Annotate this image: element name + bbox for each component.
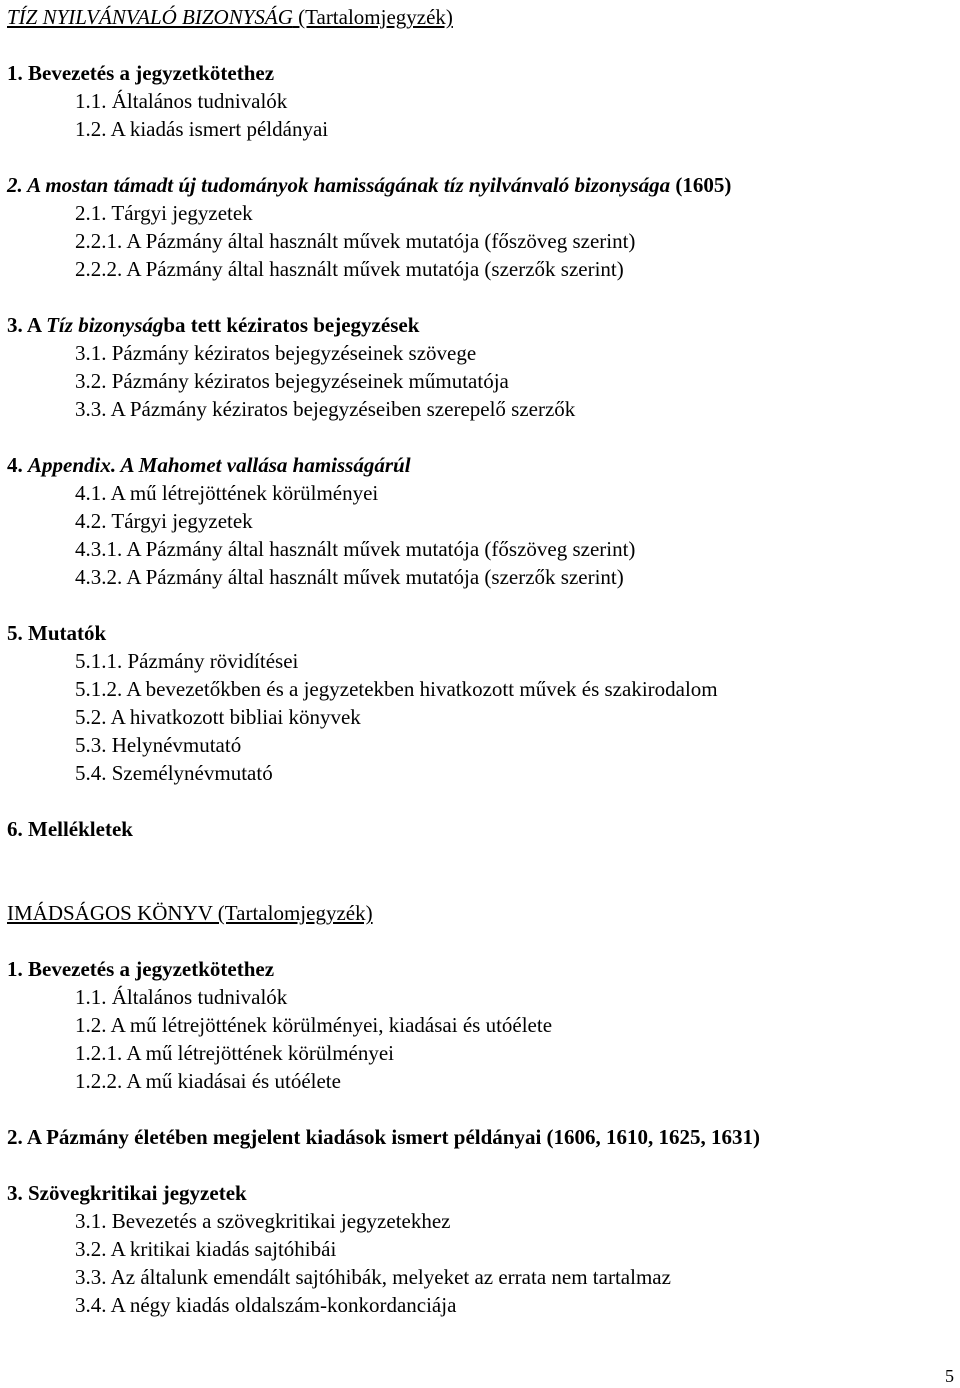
toc2-entry-3-2: 3.2. A kritikai kiadás sajtóhibái [75, 1237, 337, 1261]
toc-entry-1-1: 1.1. Általános tudnivalók [75, 89, 288, 113]
toc-entry-4-3-1: 4.3.1. A Pázmány által használt művek mutatója (főszöveg szerint) [75, 537, 636, 561]
toc-heading-5: 5. Mutatók [7, 621, 107, 645]
toc-entry-3-2: 3.2. Pázmány kéziratos bejegyzéseinek műmutatója [75, 369, 509, 393]
toc-entry-2-2-2: 2.2.2. A Pázmány által használt művek mutatója (szerzők szerint) [75, 257, 624, 281]
toc-heading-2-year: (1605) [670, 173, 732, 197]
toc-entry-5-1-1: 5.1.1. Pázmány rövidítései [75, 649, 299, 673]
section1-title-suffix: (Tartalomjegyzék) [292, 5, 453, 29]
toc2-entry-1-2-2: 1.2.2. A mű kiadásai és utóélete [75, 1069, 341, 1093]
toc2-heading-2: 2. A Pázmány életében megjelent kiadások ismert példányai (1606, 1610, 1625, 1631) [7, 1125, 761, 1149]
section1-title [7, 4, 453, 30]
toc2-entry-3-4: 3.4. A négy kiadás oldalszám-konkordanciája [75, 1293, 457, 1317]
toc-entry-3-3: 3.3. A Pázmány kéziratos bejegyzéseiben szerepelő szerzők [75, 397, 576, 421]
toc2-entry-3-1: 3.1. Bevezetés a szövegkritikai jegyzetekhez [75, 1209, 451, 1233]
toc-heading-3-prefix: 3. A [7, 313, 47, 337]
toc-entry-4-2: 4.2. Tárgyi jegyzetek [75, 509, 253, 533]
toc-entry-5-1-2: 5.1.2. A bevezetőkben és a jegyzetekben hivatkozott művek és szakirodalom [75, 677, 718, 701]
toc-entry-2-1: 2.1. Tárgyi jegyzetek [75, 201, 253, 225]
toc2-heading-3: 3. Szövegkritikai jegyzetek [7, 1181, 247, 1205]
toc2-entry-1-1: 1.1. Általános tudnivalók [75, 985, 288, 1009]
toc-entry-4-3-2: 4.3.2. A Pázmány által használt művek mutatója (szerzők szerint) [75, 565, 624, 589]
toc-heading-3-rest: ba tett kéziratos bejegyzések [163, 313, 420, 337]
toc-heading-2-title: 2. A mostan támadt új tudományok hamisságának tíz nyilvánvaló bizonysága [7, 173, 671, 197]
toc-heading-3-italic: Tíz bizonyság [46, 313, 164, 337]
toc-heading-1: 1. Bevezetés a jegyzetkötethez [7, 61, 275, 85]
toc-entry-5-4: 5.4. Személynévmutató [75, 761, 273, 785]
section2-title: IMÁDSÁGOS KÖNYV (Tartalomjegyzék) [7, 901, 373, 925]
toc-entry-5-2: 5.2. A hivatkozott bibliai könyvek [75, 705, 361, 729]
toc-entry-3-1: 3.1. Pázmány kéziratos bejegyzéseinek szövege [75, 341, 477, 365]
toc-heading-3 [7, 312, 419, 338]
toc-entry-2-2-1: 2.2.1. A Pázmány által használt művek mutatója (főszöveg szerint) [75, 229, 636, 253]
page-number: 5 [945, 1366, 954, 1386]
toc2-entry-3-3: 3.3. Az általunk emendált sajtóhibák, melyeket az errata nem tartalmaz [75, 1265, 671, 1289]
section1-title-main: TÍZ NYILVÁNVALÓ BIZONYSÁG [7, 5, 293, 29]
toc-entry-1-2: 1.2. A kiadás ismert példányai [75, 117, 329, 141]
toc-entry-5-3: 5.3. Helynévmutató [75, 733, 242, 757]
toc-heading-4-title: Appendix. A Mahomet vallása hamisságárúl [28, 453, 411, 477]
toc-entry-4-1: 4.1. A mű létrejöttének körülményei [75, 481, 379, 505]
toc-heading-6: 6. Mellékletek [7, 817, 133, 841]
toc2-entry-1-2-1: 1.2.1. A mű létrejöttének körülményei [75, 1041, 395, 1065]
toc2-entry-1-2: 1.2. A mű létrejöttének körülményei, kiadásai és utóélete [75, 1013, 553, 1037]
toc-heading-4 [7, 452, 411, 478]
toc-heading-2 [7, 172, 731, 198]
toc-heading-4-prefix: 4. [7, 453, 28, 477]
toc2-heading-1: 1. Bevezetés a jegyzetkötethez [7, 957, 275, 981]
